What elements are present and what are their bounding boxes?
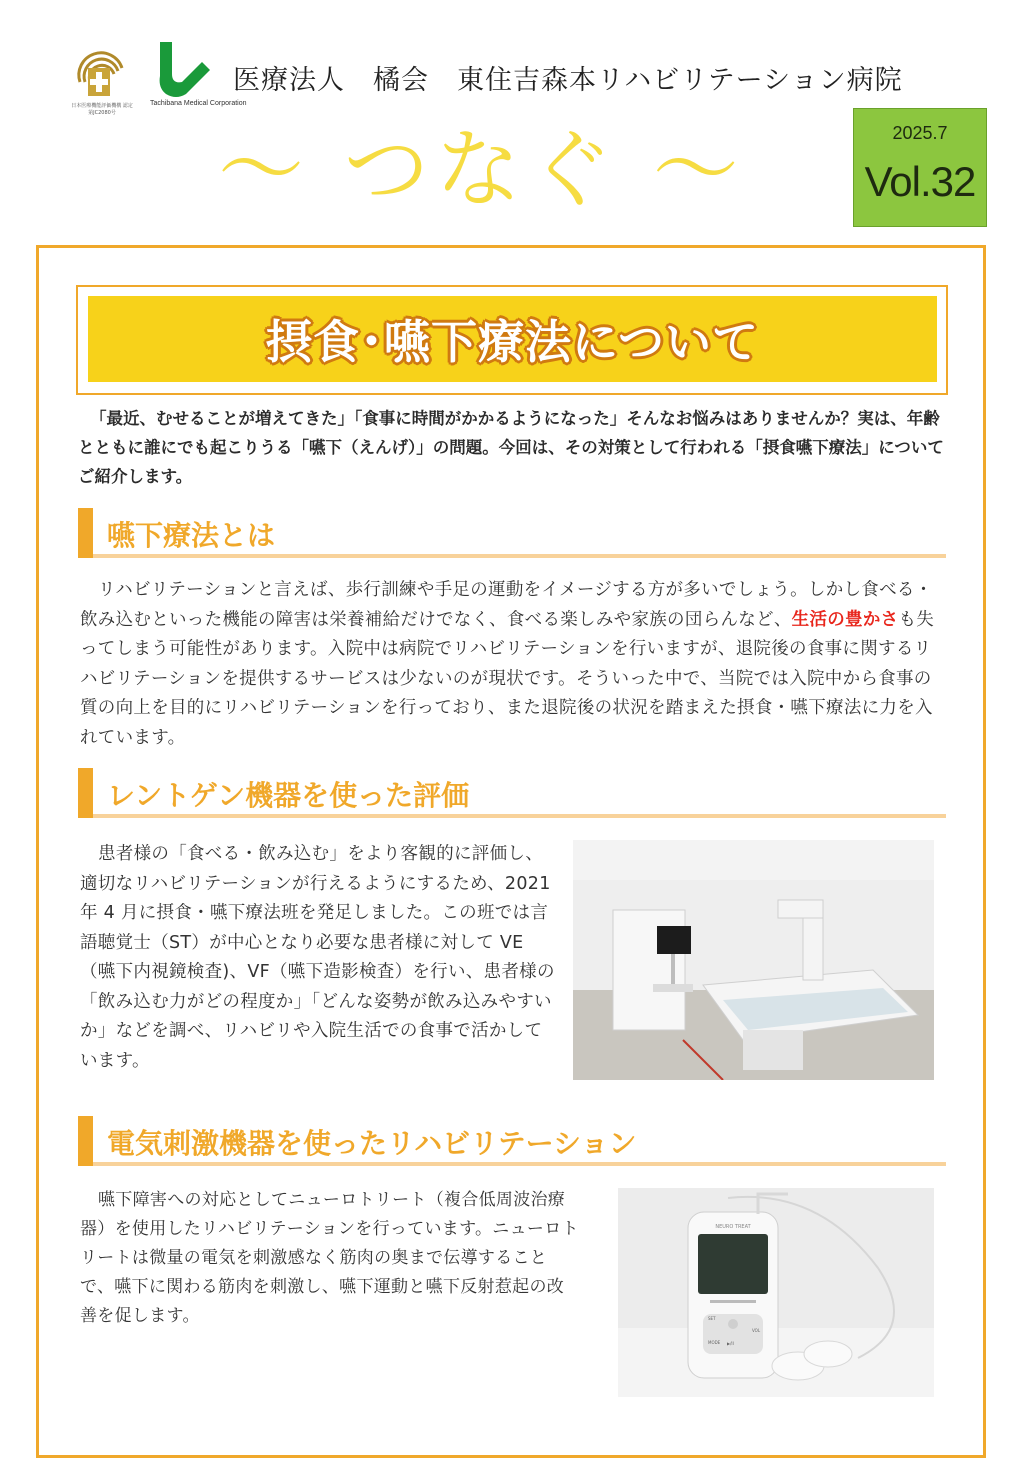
banner	[88, 296, 937, 382]
device-button-label: VOL	[752, 1328, 761, 1333]
intro-text: 「最近、むせることが増えてきた」「食事に時間がかかるようになった」そんなお悩みはありませんか？実は、年齢とともに誰にでも起こりうる「嚥下（えんげ）」の問題。今回は、その対策として行われる「摂食嚥下療法」についてご紹介します。	[78, 409, 944, 486]
stimulation-device-photo	[618, 1188, 934, 1397]
heading-underline	[93, 1162, 946, 1166]
device-brand-label: NEURO TREAT	[715, 1224, 751, 1230]
issue-date: 2025.7	[892, 123, 948, 143]
heading-underline	[93, 814, 946, 818]
accreditation-caption: 日本医療機能評価機構 認定第JC2080号	[71, 103, 133, 116]
device-button-label: SET	[708, 1316, 716, 1321]
section-body-swallowing-therapy	[80, 576, 948, 753]
section-body-xray-evaluation: 患者様の「食べる・飲み込む」をより客観的に評価し、適切なリハビリテーションが行えるようにするため、2021 年 4 月に摂食・嚥下療法班を発足しました。この班では言語聴覚士（ST）が中心となり必要な患者様に対して VE（嚥下内視鏡検査)、VF（嚥下造影検査）を行い、患者様の「飲み込む力がどの程度か」「どんな姿勢が飲み込みやすいか」などを調べ、リハビリや入院生活での食事で活かしています。	[80, 844, 555, 1071]
section-heading-swallowing-therapy	[78, 508, 946, 558]
issue-badge	[853, 108, 987, 227]
body-text: リハビリテーションと言えば、歩行訓練や手足の運動をイメージする方が多いでしょう。しかし食べる・飲み込むといった機能の障害は栄養補給だけでなく、食べる楽しみや家族の団らんなど、	[80, 580, 933, 630]
device-button-label: MODE	[708, 1340, 721, 1345]
device-button-label: ▶/II	[727, 1341, 734, 1346]
heading-accent-bar	[78, 508, 93, 558]
section-title: レントゲン機器を使った評価	[107, 779, 470, 812]
section-title: 嚥下療法とは	[107, 519, 276, 552]
section-title: 電気刺激機器を使ったリハビリテーション	[107, 1127, 637, 1160]
banner-title: 摂食･嚥下療法について	[265, 315, 760, 369]
issue-volume: Vol.32	[864, 158, 976, 205]
hospital-name: 医療法人 橘会 東住吉森本リハビリテーション病院	[233, 65, 903, 96]
section-heading-electrical-stimulation	[78, 1116, 946, 1166]
corporation-logo	[150, 38, 212, 98]
section-body-electrical-stimulation: 嚥下障害への対応としてニューロトリート（複合低周波治療器）を使用したリハビリテーションを行っています。ニューロトリートは微量の電気を刺激感なく筋肉の奥まで伝導することで、嚥下に関わる筋肉を刺激し、嚥下運動と嚥下反射惹起の改善を促します。	[80, 1190, 579, 1326]
heading-accent-bar	[78, 1116, 93, 1166]
body-text: も失ってしまう可能性があります。入院中は病院でリハビリテーションを行いますが、退院後の食事に関するリハビリテーションを提供するサービスは少ないのが現状です。そういった中で、当院では入院中から食事の質の向上を目的にリハビリテーションを行っており、また退院後の状況を踏まえた摂食・嚥下療法に力を入れています。	[80, 609, 935, 748]
emphasis-text: 生活の豊かさ	[791, 609, 899, 630]
heading-underline	[93, 554, 946, 558]
newsletter-title: ～ つなぐ ～	[218, 120, 745, 220]
corporation-caption: Tachibana Medical Corporation	[150, 100, 247, 107]
section-heading-xray-evaluation	[78, 768, 946, 818]
accreditation-logo	[74, 38, 128, 112]
xray-room-photo	[573, 840, 934, 1080]
heading-accent-bar	[78, 768, 93, 818]
